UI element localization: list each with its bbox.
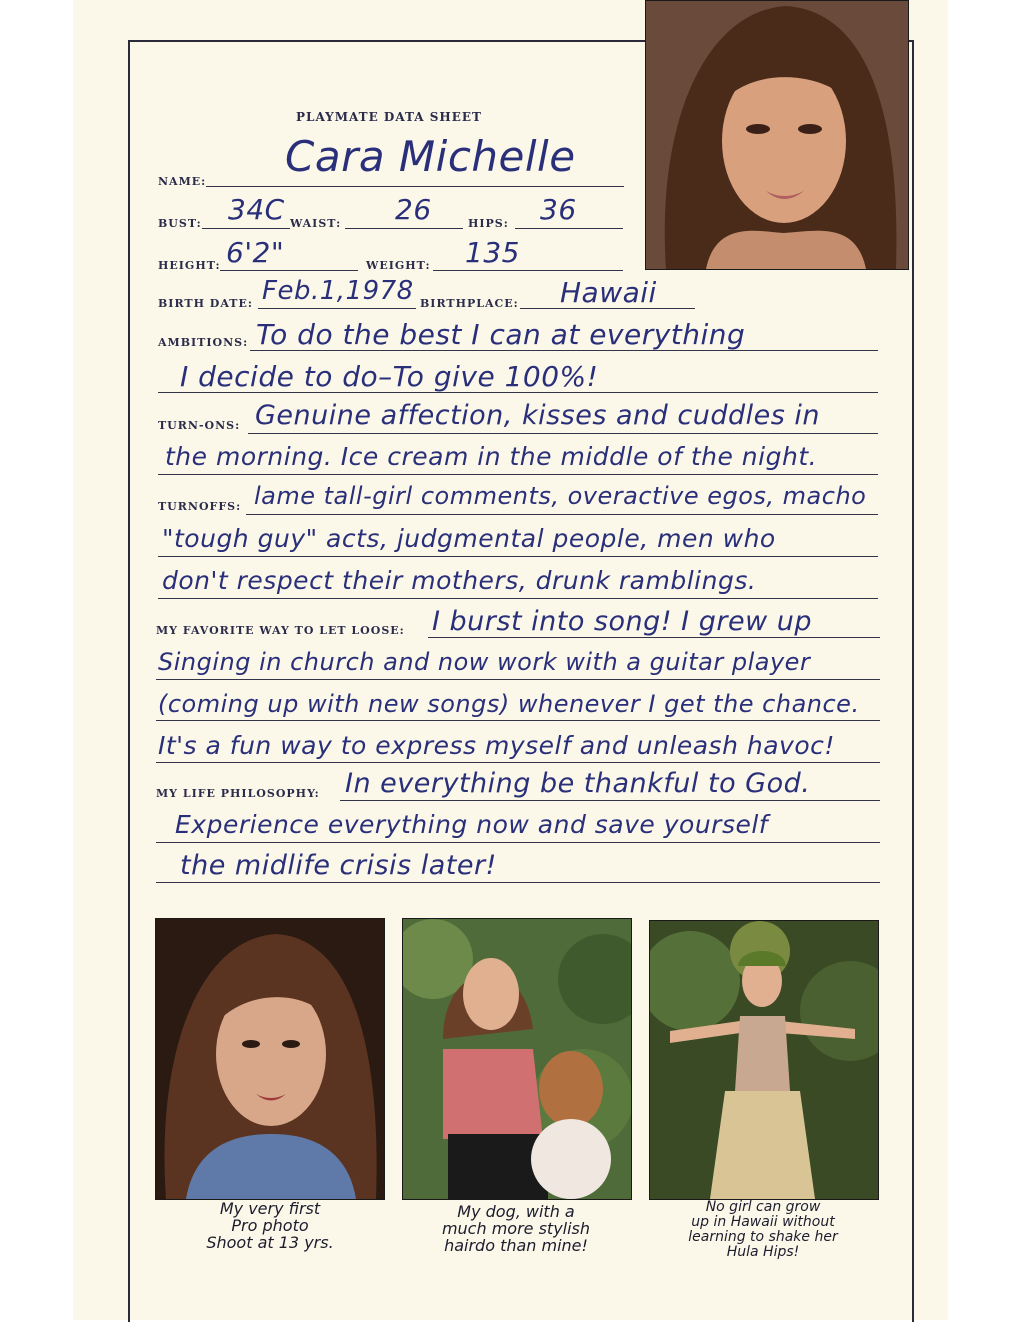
name-value: Cara Michelle bbox=[285, 132, 576, 181]
name-label: NAME: bbox=[158, 175, 207, 188]
turn-ons-line-2 bbox=[158, 474, 878, 475]
caption-3-line-2: up in Hawaii without bbox=[691, 1214, 835, 1230]
bust-value: 34C bbox=[228, 193, 285, 226]
weight-value: 135 bbox=[465, 236, 520, 269]
philosophy-text-2: Experience everything now and save yourself bbox=[175, 810, 769, 839]
caption-3 bbox=[650, 1200, 876, 1260]
turnoffs-line-2 bbox=[158, 556, 878, 557]
let-loose-text-4: It's a fun way to express myself and unleash havoc! bbox=[158, 731, 835, 760]
teen-portrait-illustration bbox=[156, 919, 384, 1199]
philosophy-line-1 bbox=[340, 800, 880, 801]
turn-ons-text-2: the morning. Ice cream in the middle of the night. bbox=[165, 442, 818, 471]
childhood-photo-2 bbox=[402, 918, 632, 1200]
hula-dancer-illustration bbox=[650, 921, 878, 1199]
turnoffs-text-3: don't respect their mothers, drunk ramblings. bbox=[162, 566, 757, 595]
caption-3-line-3: learning to shake her bbox=[688, 1229, 838, 1245]
philosophy-line-3 bbox=[156, 882, 880, 883]
bust-line bbox=[202, 228, 290, 229]
philosophy-text-3: the midlife crisis later! bbox=[180, 850, 497, 881]
let-loose-text-3: (coming up with new songs) whenever I get the chance. bbox=[158, 690, 860, 718]
caption-1-line-1: My very first bbox=[219, 1199, 321, 1218]
waist-label: WAIST: bbox=[290, 217, 342, 230]
philosophy-line-2 bbox=[156, 842, 880, 843]
birthplace-label: BIRTHPLACE: bbox=[420, 297, 519, 310]
bust-label: BUST: bbox=[158, 217, 202, 230]
let-loose-line-2 bbox=[156, 679, 880, 680]
caption-3-line-1: No girl can grow bbox=[705, 1199, 821, 1215]
let-loose-label: MY FAVORITE WAY TO LET LOOSE: bbox=[156, 624, 405, 637]
caption-2-line-1: My dog, with a bbox=[457, 1202, 575, 1221]
portrait-illustration bbox=[646, 1, 908, 269]
turn-ons-label: TURN-ONS: bbox=[158, 419, 241, 432]
philosophy-label: MY LIFE PHILOSOPHY: bbox=[156, 787, 320, 800]
ambitions-text-2: I decide to do–To give 100%! bbox=[180, 360, 599, 393]
turn-ons-line-1 bbox=[248, 433, 878, 434]
childhood-photo-3 bbox=[649, 920, 879, 1200]
let-loose-line-4 bbox=[156, 762, 880, 763]
name-line bbox=[206, 186, 624, 187]
girl-with-dog-illustration bbox=[403, 919, 631, 1199]
turnoffs-text-2: "tough guy" acts, judgmental people, men who bbox=[162, 524, 776, 553]
birth-date-label: BIRTH DATE: bbox=[158, 297, 253, 310]
turn-ons-text-1: Genuine affection, kisses and cuddles in bbox=[255, 400, 820, 431]
let-loose-line-3 bbox=[156, 720, 880, 721]
birth-date-value: Feb.1,1978 bbox=[262, 276, 414, 306]
portrait-photo bbox=[645, 0, 909, 270]
let-loose-text-2: Singing in church and now work with a guitar player bbox=[158, 648, 811, 676]
caption-1-line-3: Shoot at 13 yrs. bbox=[206, 1233, 334, 1252]
height-line bbox=[220, 270, 358, 271]
turnoffs-label: TURNOFFS: bbox=[158, 500, 242, 513]
waist-line bbox=[345, 228, 463, 229]
hips-value: 36 bbox=[540, 193, 577, 226]
philosophy-text-1: In everything be thankful to God. bbox=[345, 768, 811, 799]
childhood-photo-1 bbox=[155, 918, 385, 1200]
height-value: 6'2" bbox=[226, 236, 285, 269]
birthplace-value: Hawaii bbox=[560, 276, 657, 309]
hips-line bbox=[515, 228, 623, 229]
caption-2 bbox=[405, 1203, 627, 1254]
let-loose-text-1: I burst into song! I grew up bbox=[432, 606, 812, 637]
turnoffs-line-3 bbox=[158, 598, 878, 599]
caption-1-line-2: Pro photo bbox=[231, 1216, 309, 1235]
weight-line bbox=[433, 270, 623, 271]
birth-date-line bbox=[258, 308, 416, 309]
let-loose-line-1 bbox=[428, 637, 880, 638]
sheet-title: PLAYMATE DATA SHEET bbox=[296, 110, 482, 124]
caption-2-line-2: much more stylish bbox=[441, 1219, 591, 1238]
turnoffs-text-1: lame tall-girl comments, overactive egos, macho bbox=[254, 482, 867, 510]
weight-label: WEIGHT: bbox=[366, 259, 431, 272]
height-label: HEIGHT: bbox=[158, 259, 221, 272]
waist-value: 26 bbox=[395, 193, 432, 226]
hips-label: HIPS: bbox=[468, 217, 509, 230]
caption-2-line-3: hairdo than mine! bbox=[444, 1236, 588, 1255]
caption-1 bbox=[160, 1200, 380, 1251]
turnoffs-line-1 bbox=[246, 514, 878, 515]
ambitions-label: AMBITIONS: bbox=[158, 336, 249, 349]
ambitions-text-1: To do the best I can at everything bbox=[256, 318, 746, 351]
caption-3-line-4: Hula Hips! bbox=[726, 1244, 800, 1260]
